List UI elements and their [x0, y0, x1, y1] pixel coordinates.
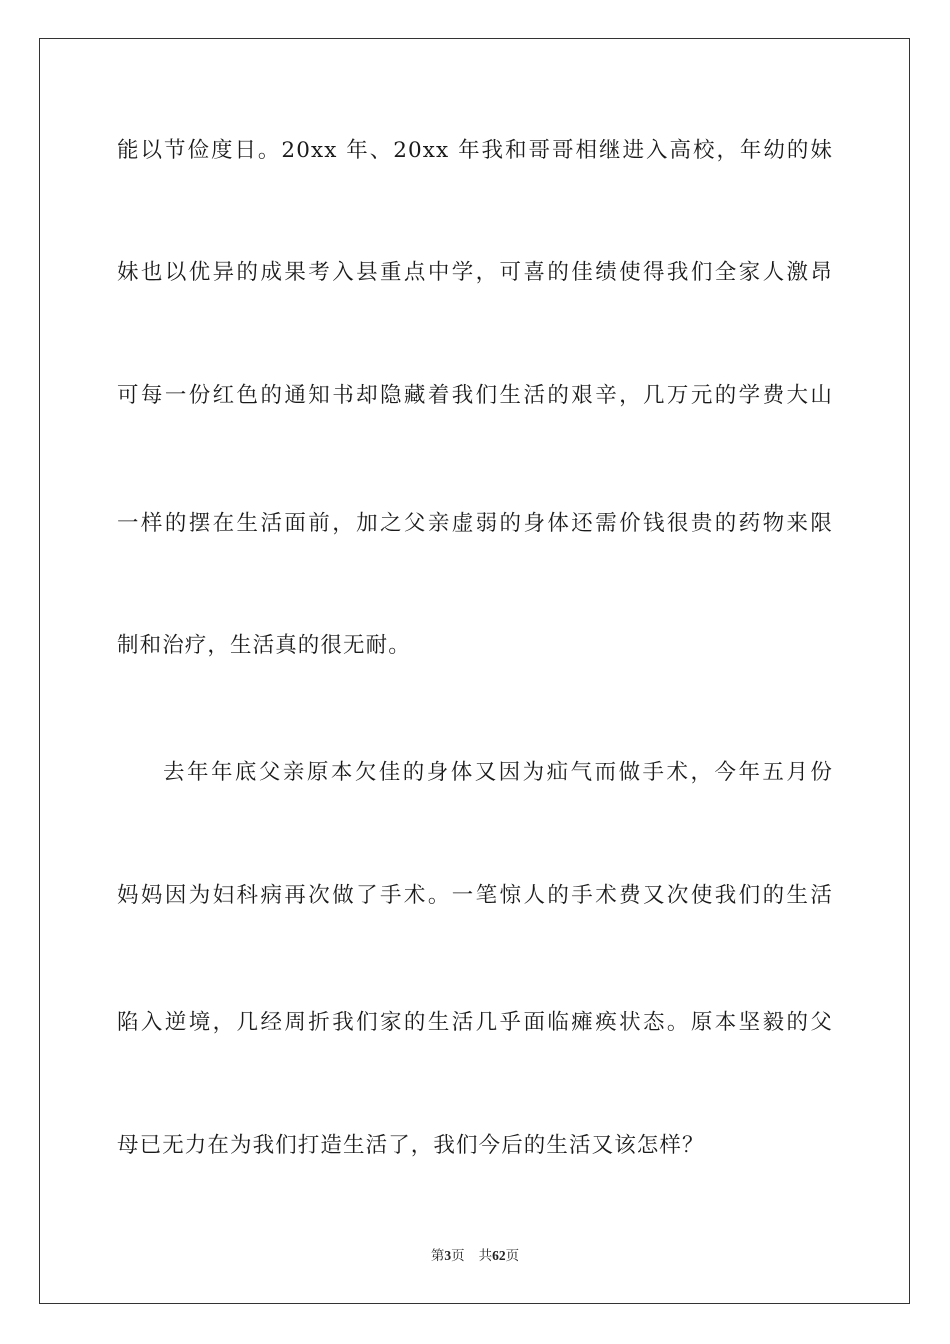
page-footer: [0, 1247, 950, 1265]
total-suffix: 页: [505, 1248, 520, 1263]
paragraph-line: 制和治疗，生活真的很无耐。: [117, 633, 411, 658]
paragraph-line: 妹也以优异的成果考入县重点中学，可喜的佳绩使得我们全家人激昂: [117, 260, 833, 285]
paragraph-line: 陷入逆境，几经周折我们家的生活几乎面临瘫痪状态。原本坚毅的父: [117, 1010, 833, 1035]
paragraph-line: 妈妈因为妇科病再次做了手术。一笔惊人的手术费又次使我们的生活: [117, 883, 833, 908]
paragraph-line: 母已无力在为我们打造生活了，我们今后的生活又该怎样？: [117, 1133, 705, 1158]
page-border: [39, 38, 910, 1304]
page-number: 3: [444, 1248, 452, 1263]
paragraph-line: 一样的摆在生活面前，加之父亲虚弱的身体还需价钱很贵的药物来限: [117, 511, 833, 536]
page-prefix: 第: [430, 1248, 445, 1263]
paragraph-line: 可每一份红色的通知书却隐藏着我们生活的艰辛，几万元的学费大山: [117, 383, 833, 408]
paragraph-line: 去年年底父亲原本欠佳的身体又因为疝气而做手术，今年五月份: [163, 760, 833, 785]
paragraph-line: 能以节俭度日。20xx 年、20xx 年我和哥哥相继进入高校，年幼的妹: [117, 138, 833, 163]
total-pages: 62: [492, 1248, 506, 1263]
total-prefix: 共: [478, 1248, 493, 1263]
page-suffix: 页: [451, 1248, 465, 1263]
